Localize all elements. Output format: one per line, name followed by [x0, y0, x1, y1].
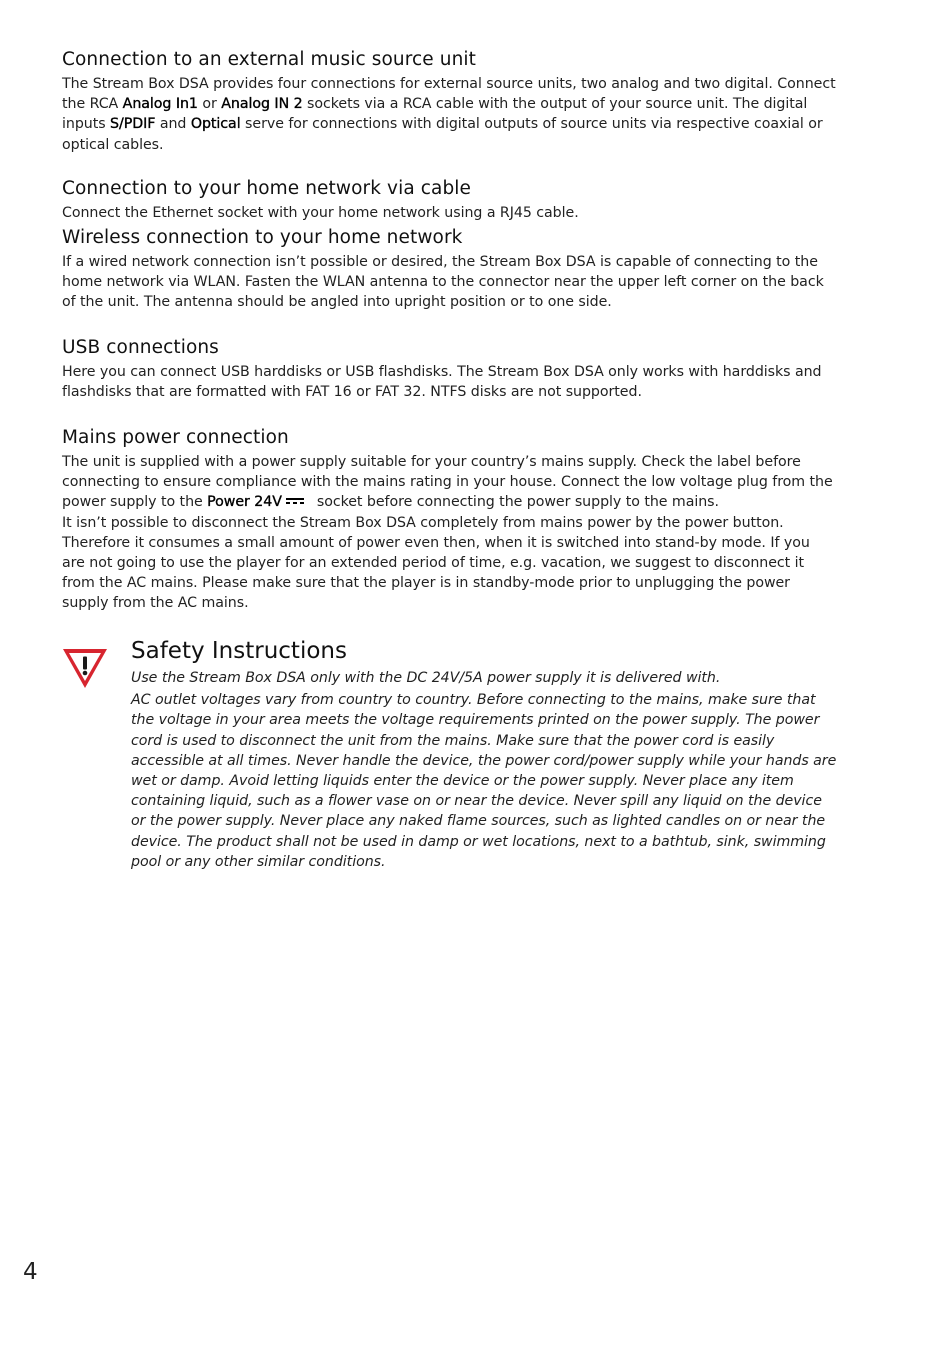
section-body: The Stream Box DSA provides four connections for external source units, two analog and two digital. Connect the RCA Analog In1 or Analog IN 2 sockets via a RCA cable with the output of your source unit. The digital inputs S/PDIF and Optical serve for connections with digital outputs of source units via respective coaxial or optical cables.	[62, 76, 836, 153]
section-heading: Mains power connection	[62, 427, 289, 448]
spdif-label: S/PDIF	[110, 116, 156, 133]
section-mains-power	[62, 426, 837, 614]
section-external-source	[62, 48, 837, 155]
page-number: 4	[23, 1259, 38, 1285]
safety-body	[131, 636, 837, 872]
safety-text: AC outlet voltages vary from country to country. Before connecting to the mains, make sure that the voltage in your area meets the voltage requirements printed on the power supply. The power cord is used to disconnect the unit from the mains. Make sure that the power cord is easily accessible at all times. Never handle the device, the power cord/power supply while your hands are wet or damp. Avoid letting liquids enter the device or the power supply. Never place any item containing liquid, such as a flower vase on or near the device. Never spill any liquid on the device or the power supply. Never place any naked flame sources, such as lighted candles on or near the device. The product shall not be used in damp or wet locations, next to a bathtub, sink, swimming pool or any other similar conditions.	[131, 692, 837, 870]
section-wireless	[62, 226, 837, 313]
safety-first-line: Use the Stream Box DSA only with the DC 24V/5A power supply it is delivered with.	[131, 670, 721, 686]
optical-label: Optical	[190, 116, 241, 133]
section-body-continued: It isn’t possible to disconnect the Stream Box DSA completely from mains power by the power button. Therefore it consumes a small amount of power even then, when it is switched into stand-by mode. If you are not going to use the player for an extended period of time, e.g. vacation, we suggest to disconnect it from the AC mains. Please make sure that the player is in standby-mode prior to unplugging the power supply from the AC mains.	[62, 514, 810, 612]
section-heading: Connection to your home network via cable	[62, 178, 472, 199]
section-body: Connect the Ethernet socket with your home network using a RJ45 cable.	[62, 205, 579, 221]
rca-analog-in1-label: Analog In1	[122, 96, 198, 113]
section-heading: USB connections	[62, 337, 219, 358]
section-body: The unit is supplied with a power supply suitable for your country’s mains supply. Check the label before connecting to ensure compliance with the mains rating in your house. Connect the low voltage plug from the power supply to the Power 24V socket before connecting the power supply to the mains.	[62, 454, 833, 511]
section-body: If a wired network connection isn’t possible or desired, the Stream Box DSA is capable of connecting to the home network via WLAN. Fasten the WLAN antenna to the connector near the upper left corner on the back of the unit. The antenna should be angled into upright position or to one side.	[62, 254, 824, 311]
dc-symbol-icon	[286, 496, 304, 506]
section-heading: Connection to an external music source unit	[62, 49, 476, 70]
safety-heading: Safety Instructions	[131, 638, 347, 664]
section-usb	[62, 336, 837, 402]
section-heading: Wireless connection to your home network	[62, 227, 463, 248]
warning-triangle-icon	[62, 648, 108, 690]
rca-analog-in2-label: Analog IN 2	[221, 96, 303, 113]
section-body: Here you can connect USB harddisks or USB flashdisks. The Stream Box DSA only works with harddisks and flashdisks that are formatted with FAT 16 or FAT 32. NTFS disks are not supported.	[62, 364, 822, 401]
section-network-cable	[62, 177, 837, 223]
power-24v-label: Power 24V	[207, 494, 282, 511]
